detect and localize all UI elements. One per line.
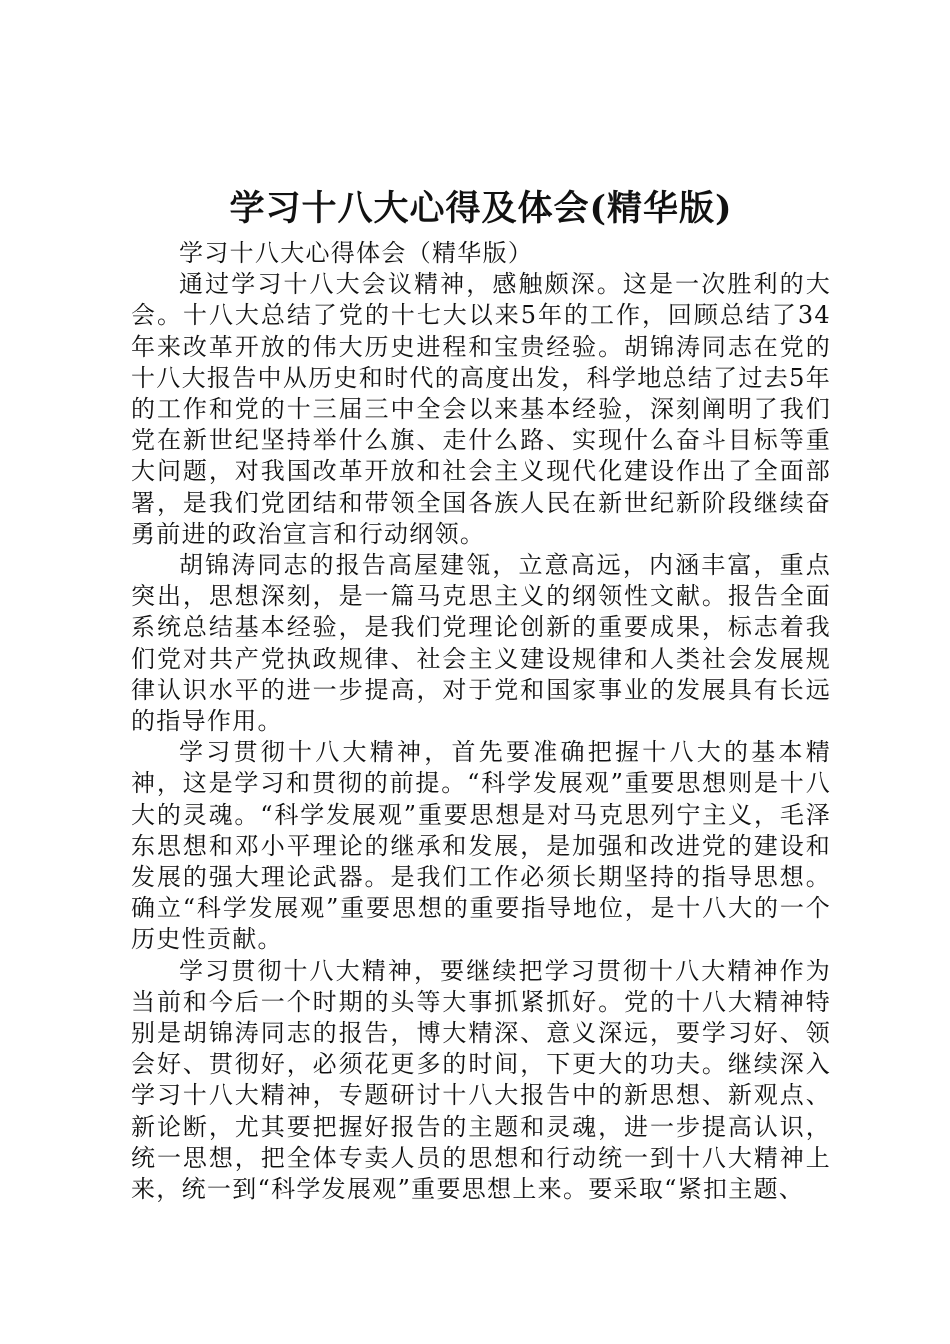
- document-page: [131, 184, 831, 1205]
- body-paragraph-2: 胡锦涛同志的报告高屋建瓴，立意高远，内涵丰富，重点突出，思想深刻，是一篇马克思主义的纲领性文献。报告全面系统总结基本经验，是我们党理论创新的重要成果，标志着我们党对共产党执政规律、社会主义建设规律和人类社会发展规律认识水平的进一步提高，对于党和国家事业的发展具有长远的指导作用。: [131, 551, 831, 736]
- document-title: 学习十八大心得及体会(精华版): [229, 188, 733, 229]
- body-paragraph-4: 学习贯彻十八大精神，要继续把学习贯彻十八大精神作为当前和今后一个时期的头等大事抓紧抓好。党的十八大精神特别是胡锦涛同志的报告，博大精深、意义深远，要学习好、领会好、贯彻好，必须花更多的时间，下更大的功夫。继续深入学习十八大精神，专题研讨十八大报告中的新思想、新观点、新论断，尤其要把握好报告的主题和灵魂，进一步提高认识，统一思想，把全体专卖人员的思想和行动统一到十八大精神上来，统一到“科学发展观”重要思想上来。要采取“紧扣主题、: [131, 956, 831, 1204]
- body-paragraph-3: 学习贯彻十八大精神，首先要准确把握十八大的基本精神，这是学习和贯彻的前提。“科学发展观”重要思想则是十八大的灵魂。“科学发展观”重要思想是对马克思列宁主义，毛泽东思想和邓小平理论的继承和发展，是加强和改进党的建设和发展的强大理论武器。是我们工作必须长期坚持的指导思想。确立“科学发展观”重要思想的重要指导地位，是十八大的一个历史性贡献。: [131, 738, 831, 954]
- subtitle-paragraph: 学习十八大心得体会（精华版）: [179, 239, 534, 267]
- body-paragraph-1: 通过学习十八大会议精神，感触颇深。这是一次胜利的大会。十八大总结了党的十七大以来5年的工作，回顾总结了34年来改革开放的伟大历史进程和宝贵经验。胡锦涛同志在党的十八大报告中从历史和时代的高度出发，科学地总结了过去5年的工作和党的十三届三中全会以来基本经验，深刻阐明了我们党在新世纪坚持举什么旗、走什么路、实现什么奋斗目标等重大问题，对我国改革开放和社会主义现代化建设作出了全面部署，是我们党团结和带领全国各族人民在新世纪新阶段继续奋勇前进的政治宣言和行动纲领。: [131, 270, 831, 548]
